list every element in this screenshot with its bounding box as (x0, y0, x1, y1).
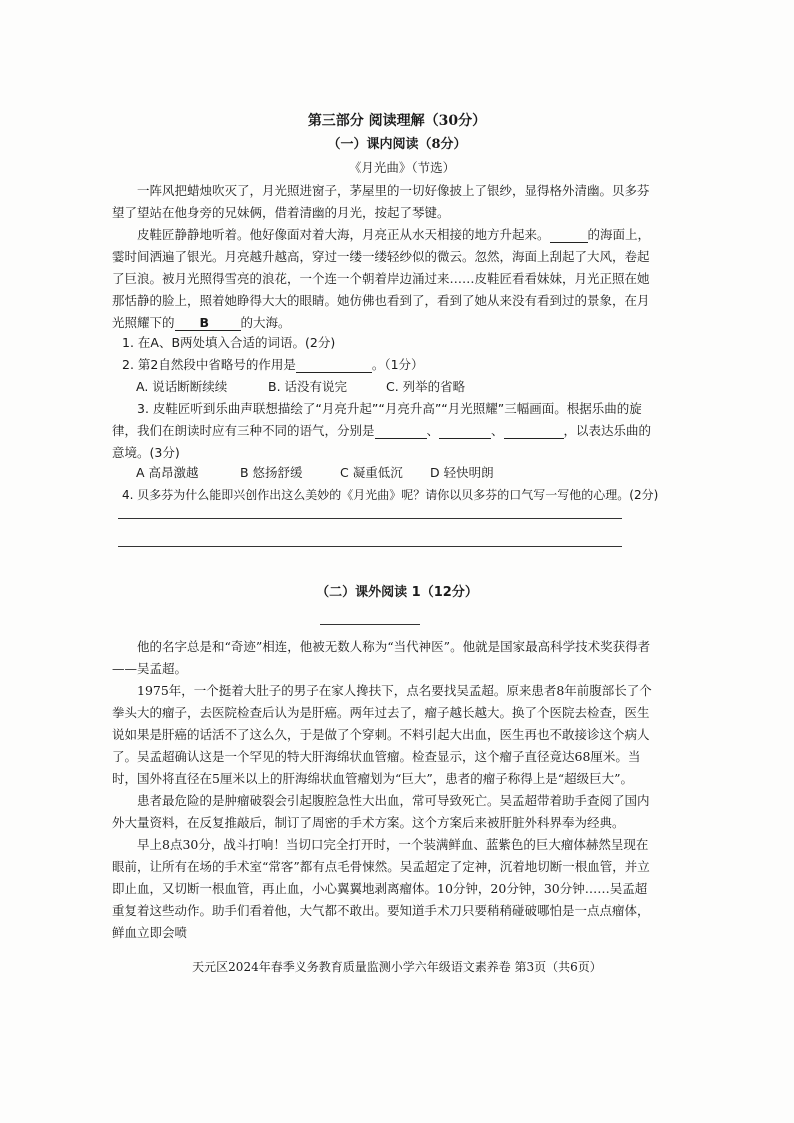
question-2-blank[interactable] (296, 358, 372, 373)
question-1: 1. 在A、B两处填入合适的词语。(2分) (122, 335, 336, 350)
question-3-options (136, 462, 536, 484)
question-2-options (136, 376, 536, 398)
question-2-text: 2. 第2自然段中省略号的作用是 (122, 357, 296, 372)
question-3 (112, 398, 656, 464)
question-3-sep-2: 、 (491, 423, 504, 438)
question-3-blank-3[interactable] (504, 424, 564, 439)
part-title: 第三部分 阅读理解（30分） (307, 113, 487, 129)
paragraph-2-part-c: 的大海。 (240, 315, 291, 330)
title-blank-line[interactable] (320, 624, 420, 625)
answer-line-2[interactable] (118, 546, 622, 547)
article-paragraph-2: 1975年，一个挺着大肚子的男子在家人搀扶下，点名要找吴孟超。原来患者8年前腹部长了个拳头大的瘤子，去医院检查后认为是肝癌。两年过去了，瘤子越长越大。换了个医院去检查，医生说如果是肝癌的话活不了这么久，于是做了个穿刺。不料引起大出血，医生再也不敢接诊这个病人了。 (112, 683, 652, 764)
article-paragraph-4: 患者最危险的是肿瘤破裂会引起腹腔急性大出血，常可导致死亡。吴孟超带着助手查阅了国内外大量资料，在反复推敲后，制订了周密的手术方案。这个方案后来被肝脏外科界奉为经典。 (112, 793, 650, 830)
question-3-sep-1: 、 (426, 423, 440, 438)
section2-heading: （二）课外阅读 1（12分） (316, 585, 478, 600)
question-3-blank-1[interactable] (375, 424, 427, 439)
q3-option-a[interactable]: A 高昂激越 (136, 465, 199, 480)
article-paragraph-3: 吴孟超确认这是一个罕见的特大肝海绵状血管瘤。检查显示，这个瘤子直径竟达68厘米。当时，国外将直径在5厘米以上的肝海绵状血管瘤划为“巨大”，患者的瘤子称得上是“超级巨大”。 (112, 749, 641, 786)
blank-b-label: B (199, 315, 210, 330)
question-3-tail: ，以表达乐曲的意境。(3分) (112, 423, 652, 460)
answer-line-1[interactable] (118, 518, 622, 519)
blank-b[interactable] (175, 316, 241, 331)
question-3-blank-2[interactable] (439, 424, 491, 439)
q2-option-a[interactable]: A. 说话断断续续 (136, 379, 228, 394)
q3-option-b[interactable]: B 悠扬舒缓 (240, 465, 303, 480)
paragraph-2-part-b: 的海面上，霎时间洒遍了银光。月亮越升越高，穿过一缕一缕轻纱似的微云。忽然，海面上刮起了大风，卷起了巨浪。被月光照得雪亮的浪花，一个连一个朝着岸边涌过来……皮鞋匠看看妹妹，月光正照在她那恬静的脸上，照着她睁得大大的眼睛。她仿佛也看到了，看到了她从来没有看到过的景象，在月光照耀下的 (112, 227, 651, 330)
reading-paragraph-1: 一阵风把蜡烛吹灭了，月光照进窗子，茅屋里的一切好像披上了银纱，显得格外清幽。贝多芬望了望站在他身旁的兄妹俩，借着清幽的月光，按起了琴键。 (112, 183, 650, 220)
reading-paragraph-2 (112, 224, 656, 334)
q2-option-b[interactable]: B. 话没有说完 (268, 379, 348, 394)
question-4: 4. 贝多芬为什么能即兴创作出这么美妙的《月光曲》呢？请你以贝多芬的口气写一写他的心理。(2分) (122, 488, 659, 502)
q3-option-c[interactable]: C 凝重低沉 (340, 465, 403, 480)
question-2-score: 。（1分） (371, 357, 424, 372)
question-3-text: 3. 皮鞋匠听到乐曲声联想描绘了“月亮升起”“月亮升高”“月光照耀”三幅画面。根据乐曲的旋律，我们在朗读时应有三种不同的语气，分别是 (112, 401, 642, 438)
question-2 (122, 354, 666, 376)
text-title: 《月光曲》（节选） (348, 160, 456, 175)
section1-heading: （一）课内阅读（8分） (327, 137, 467, 152)
article-paragraph-5: 早上8点30分，战斗打响！当切口完全打开时，一个装满鲜血、蓝紫色的巨大瘤体赫然呈现在眼前，让所有在场的手术室“常客”都有点毛骨悚然。吴孟超定了定神，沉着地切断一根血管，并立即止血，又切断一根血管，再止血，小心翼翼地剥离瘤体。10分钟，20分钟，30分钟……吴孟超重复着这些动作。助手们看着他，大气都不敢出。要知道手术刀只要稍稍碰破哪怕是一点点瘤体，鲜血立即会喷 (112, 837, 650, 940)
q3-option-d[interactable]: D 轻快明朗 (430, 465, 494, 480)
paragraph-2-part-a: 皮鞋匠静静地听着。他好像面对着大海，月亮正从水天相接的地方升起来。 (137, 227, 550, 242)
blank-a[interactable] (550, 228, 588, 243)
page-footer: 天元区2024年春季义务教育质量监测小学六年级语文素养卷 第3页（共6页） (192, 960, 602, 974)
article-paragraph-1: 他的名字总是和“奇迹”相连，他被无数人称为“当代神医”。他就是国家最高科学技术奖获得者——吴孟超。 (112, 639, 651, 676)
q2-option-c[interactable]: C. 列举的省略 (386, 379, 466, 394)
